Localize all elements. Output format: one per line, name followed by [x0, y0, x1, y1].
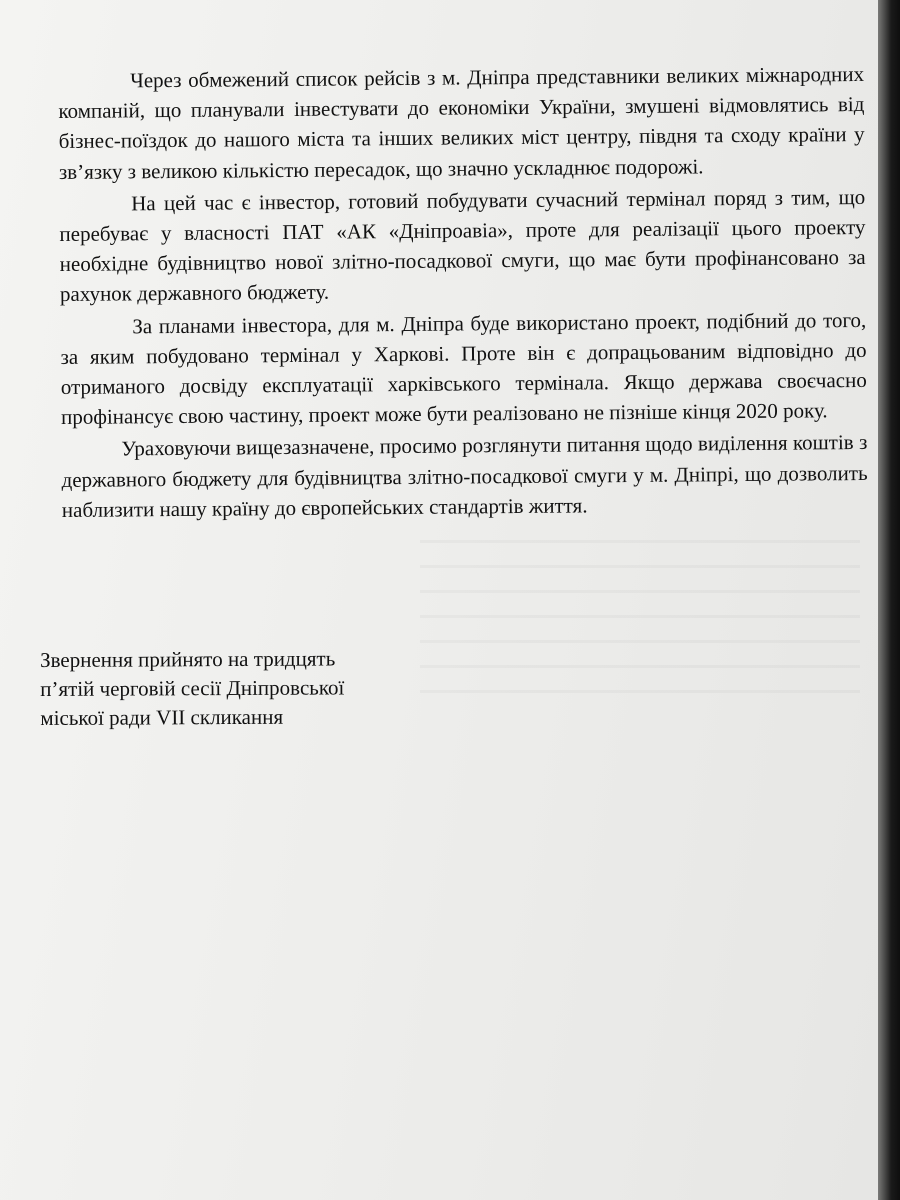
- adoption-note: Звернення прийнято на тридцять п’ятій черговій сесії Дніпровської міської ради VII скликання: [40, 646, 345, 730]
- paragraph-investor: На цей час є інвестор, готовий побудувати сучасний термінал поряд з тим, що перебуває у власності ПАТ «АК «Дніпроавіа», проте для реалізації цього проекту необхідне будівництво нової злітно-посадкової смуги, що має бути профінансовано за рахунок державного бюджету.: [59, 184, 866, 307]
- photo-background-edge: [878, 0, 900, 1200]
- appeal-body: [58, 59, 868, 527]
- paragraph-request: Ураховуючи вищезазначене, просимо розглянути питання щодо виділення коштів з державного бюджету для будівництва злітно-посадкової смуги у м. Дніпрі, що дозволить наблизити нашу країну до європейських стандартів життя.: [61, 430, 868, 522]
- paragraph-flights: Через обмежений список рейсів з м. Дніпра представники великих міжнародних компаній, що планували інвестувати до економіки України, змушені відмовлятись від бізнес-поїздок до нашого міста та інших великих міст центру, півдня та сходу країни у зв’язку з великою кількістю пересадок, що значно ускладнює подорожі.: [58, 61, 865, 184]
- reverse-side-show-through: [420, 540, 860, 700]
- paragraph-project-plan: За планами інвестора, для м. Дніпра буде використано проект, подібний до того, за яким побудовано термінал у Харкові. Проте він є допрацьованим відповідно до отриманого досвіду експлуатації харківського термінала. Якщо держава своєчасно профінансує свою частину, проект може бути реалізовано не пізніше кінця 2020 року.: [60, 307, 867, 430]
